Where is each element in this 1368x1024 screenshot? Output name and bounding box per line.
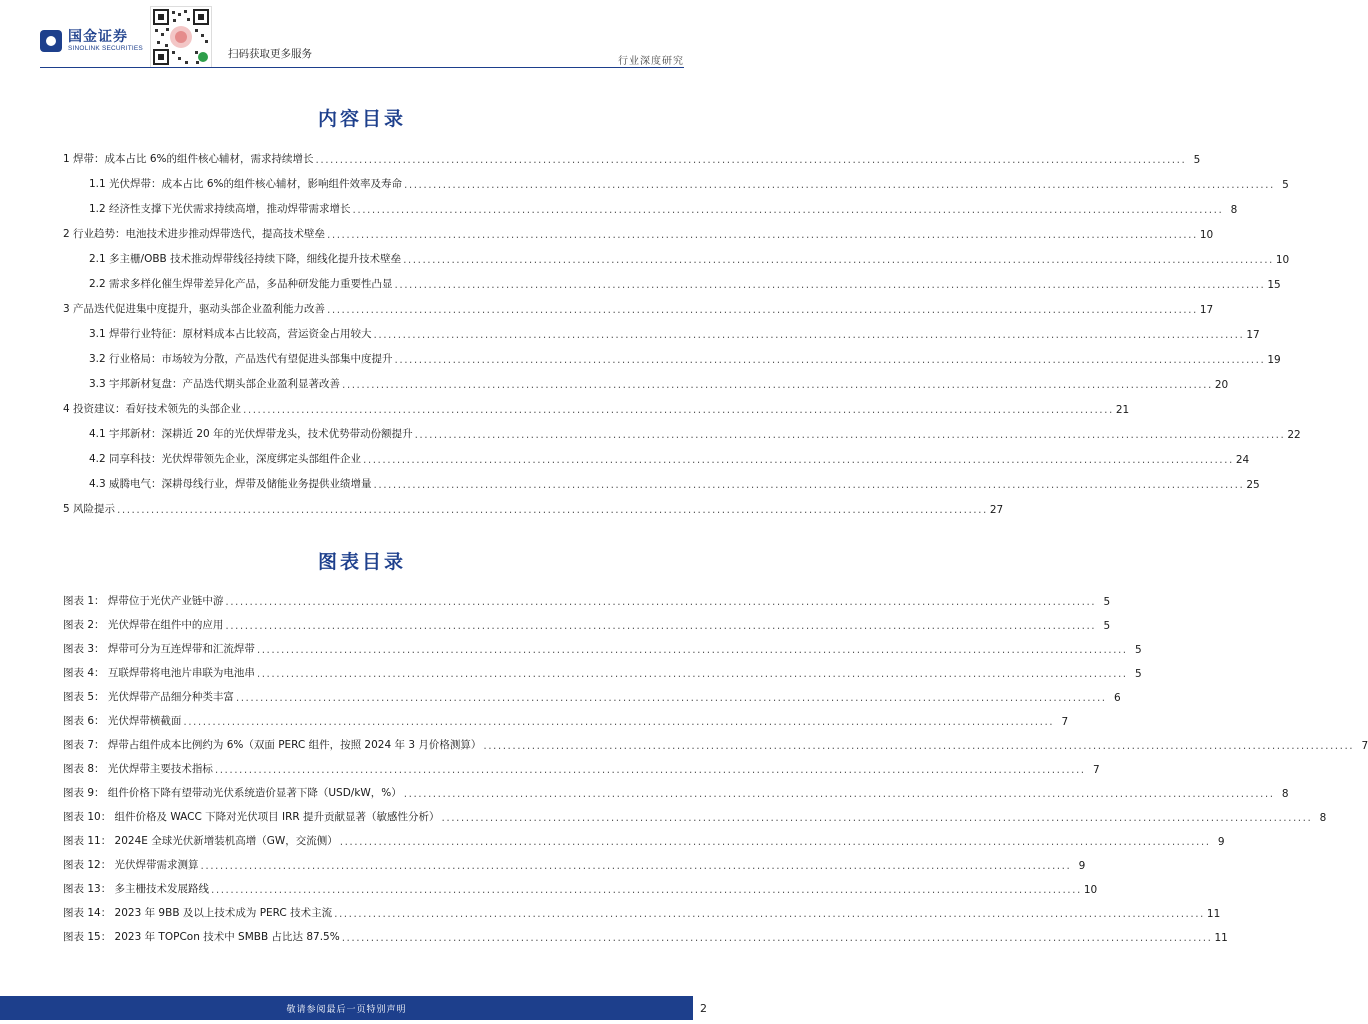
figure-entry[interactable] xyxy=(63,614,1111,632)
footer-disclaimer: 敬请参阅最后一页特别声明 xyxy=(286,1005,407,1015)
contents-title: 内容目录 xyxy=(317,108,406,130)
toc-leader: .................................................................................................................................................................................... xyxy=(373,479,1245,491)
report-type: 行业深度研究 xyxy=(618,56,684,67)
figure-entry[interactable] xyxy=(63,902,1221,920)
toc-leader: .................................................................................................................................................................................... xyxy=(441,812,1313,824)
toc-entry[interactable] xyxy=(89,273,1281,291)
toc-entry-page: 20 xyxy=(1214,379,1229,391)
figure-entry[interactable] xyxy=(63,758,1100,776)
figure-entry[interactable] xyxy=(63,662,1142,680)
toc-entry-label: 4 投资建议：看好技术领先的头部企业 xyxy=(63,403,242,415)
toc-leader: .................................................................................................................................................................................... xyxy=(256,668,1128,680)
figure-entry-page: 6 xyxy=(1113,692,1121,704)
toc-leader: .................................................................................................................................................................................... xyxy=(414,429,1286,441)
toc-leader: .................................................................................................................................................................................... xyxy=(334,908,1205,920)
toc-entry-page: 22 xyxy=(1287,429,1301,441)
toc-entry-label: 1 焊带：成本占比 6%的组件核心辅材，需求持续增长 xyxy=(63,153,314,165)
toc-entry-label: 4.1 宇邦新材：深耕近 20 年的光伏焊带龙头，技术优势带动份额提升 xyxy=(89,428,413,440)
toc-leader: .................................................................................................................................................................................... xyxy=(342,379,1213,391)
toc-entry[interactable] xyxy=(89,473,1260,491)
figure-entry-label: 图表 2： 光伏焊带在组件中的应用 xyxy=(63,619,224,631)
logo-english-name: SINOLINK SECURITIES xyxy=(68,45,143,52)
toc-entry-label: 4.3 威腾电气：深耕母线行业，焊带及储能业务提供业绩增量 xyxy=(89,478,372,490)
qr-caption: 扫码获取更多服务 xyxy=(228,48,312,60)
toc-entry-page: 19 xyxy=(1267,354,1281,366)
figure-entry-label: 图表 6： 光伏焊带横截面 xyxy=(63,715,182,727)
toc-entry[interactable] xyxy=(89,373,1229,391)
figure-entry-page: 5 xyxy=(1103,620,1111,632)
figure-entry[interactable] xyxy=(63,854,1086,872)
qr-code-icon xyxy=(150,6,212,68)
toc-entry[interactable] xyxy=(63,223,1214,241)
toc-leader: .................................................................................................................................................................................... xyxy=(483,740,1355,752)
toc-leader: .................................................................................................................................................................................... xyxy=(225,596,1097,608)
toc-leader: .................................................................................................................................................................................... xyxy=(403,254,1274,266)
figure-entry-label: 图表 8： 光伏焊带主要技术指标 xyxy=(63,763,213,775)
toc-entry[interactable] xyxy=(89,423,1301,441)
page-number: 2 xyxy=(700,1002,707,1015)
toc-leader: .................................................................................................................................................................................... xyxy=(315,154,1187,166)
page-footer xyxy=(0,992,724,1024)
figure-entry[interactable] xyxy=(63,686,1121,704)
figure-entry-page: 7 xyxy=(1361,740,1368,752)
toc-entry[interactable] xyxy=(63,148,1201,166)
figure-entry-page: 5 xyxy=(1134,668,1142,680)
toc-leader: .................................................................................................................................................................................... xyxy=(341,932,1213,944)
toc-entry-page: 17 xyxy=(1199,304,1214,316)
toc-leader: .................................................................................................................................................................................... xyxy=(225,620,1097,632)
figure-entry-label: 图表 15： 2023 年 TOPCon 技术中 SMBB 占比达 87.5% xyxy=(63,931,340,943)
figure-entry-label: 图表 4： 互联焊带将电池片串联为电池串 xyxy=(63,667,255,679)
figure-entry-label: 图表 1： 焊带位于光伏产业链中游 xyxy=(63,595,224,607)
sinolink-logo xyxy=(40,28,143,53)
toc-leader: .................................................................................................................................................................................... xyxy=(394,279,1266,291)
toc-leader: .................................................................................................................................................................................... xyxy=(327,229,1198,241)
figure-entry[interactable] xyxy=(63,590,1111,608)
figures-title: 图表目录 xyxy=(317,551,406,573)
figure-entry[interactable] xyxy=(63,926,1228,944)
toc-entry-page: 15 xyxy=(1267,279,1281,291)
figure-entry-label: 图表 7： 焊带占组件成本比例约为 6%（双面 PERC 组件，按照 2024 年 3 月价格测算） xyxy=(63,739,482,751)
toc-entry-page: 21 xyxy=(1115,404,1130,416)
figure-entry-label: 图表 14： 2023 年 9BB 及以上技术成为 PERC 技术主流 xyxy=(63,907,333,919)
toc-entry[interactable] xyxy=(89,323,1260,341)
toc-entry-page: 17 xyxy=(1246,329,1260,341)
header-divider xyxy=(40,67,684,68)
toc-entry[interactable] xyxy=(63,498,1004,516)
toc-entry-label: 1.1 光伏焊带：成本占比 6%的组件核心辅材，影响组件效率及寿命 xyxy=(89,178,403,190)
toc-entry[interactable] xyxy=(63,298,1214,316)
toc-entry-page: 10 xyxy=(1199,229,1214,241)
figure-entry-page: 11 xyxy=(1206,908,1221,920)
toc-entry-page: 25 xyxy=(1246,479,1260,491)
figure-entry-page: 7 xyxy=(1061,716,1069,728)
toc-entry[interactable] xyxy=(89,348,1281,366)
toc-entry-label: 4.2 同享科技：光伏焊带领先企业，深度绑定头部组件企业 xyxy=(89,453,362,465)
figure-entry-page: 7 xyxy=(1092,764,1100,776)
sinolink-logo-icon xyxy=(40,30,62,52)
figure-entry-page: 5 xyxy=(1134,644,1142,656)
figure-entry[interactable] xyxy=(63,806,1327,824)
toc-entry-label: 3.2 行业格局：市场较为分散，产品迭代有望促进头部集中度提升 xyxy=(89,353,393,365)
figure-entry-page: 10 xyxy=(1083,884,1098,896)
toc-entry[interactable] xyxy=(89,448,1250,466)
figure-entry[interactable] xyxy=(63,782,1289,800)
toc-entry[interactable] xyxy=(89,173,1289,191)
toc-leader: .................................................................................................................................................................................... xyxy=(211,884,1082,896)
toc-leader: .................................................................................................................................................................................... xyxy=(363,454,1234,466)
toc-entry-label: 2.2 需求多样化催生焊带差异化产品，多品种研发能力重要性凸显 xyxy=(89,278,393,290)
figure-entry-label: 图表 12： 光伏焊带需求测算 xyxy=(63,859,199,871)
toc-entry[interactable] xyxy=(89,198,1238,216)
figure-entry-page: 9 xyxy=(1078,860,1086,872)
figure-entry-label: 图表 9： 组件价格下降有望带动光伏系统造价显著下降（USD/kW，%） xyxy=(63,787,402,799)
figure-entry-page: 8 xyxy=(1319,812,1327,824)
toc-entry-label: 3.3 宇邦新材复盘：产品迭代期头部企业盈利显著改善 xyxy=(89,378,341,390)
toc-leader: .................................................................................................................................................................................... xyxy=(117,504,988,516)
logo-chinese-name: 国金证券 xyxy=(68,28,128,44)
toc-entry-page: 27 xyxy=(989,504,1004,516)
toc-leader: .................................................................................................................................................................................... xyxy=(243,404,1114,416)
toc-leader: .................................................................................................................................................................................... xyxy=(339,836,1211,848)
figure-entry-page: 8 xyxy=(1281,788,1289,800)
figure-entry[interactable] xyxy=(63,830,1225,848)
figure-entry-page: 9 xyxy=(1217,836,1225,848)
toc-leader: .................................................................................................................................................................................... xyxy=(200,860,1072,872)
toc-entry-page: 24 xyxy=(1235,454,1250,466)
figure-entry-label: 图表 3： 焊带可分为互连焊带和汇流焊带 xyxy=(63,643,255,655)
toc-entry-page: 10 xyxy=(1275,254,1290,266)
toc-entry-page: 8 xyxy=(1230,204,1238,216)
toc-leader: .................................................................................................................................................................................... xyxy=(235,692,1107,704)
toc-entry-label: 2 行业趋势：电池技术进步推动焊带迭代，提高技术壁垒 xyxy=(63,228,326,240)
toc-leader: .................................................................................................................................................................................... xyxy=(327,304,1198,316)
figure-entry-label: 图表 13： 多主栅技术发展路线 xyxy=(63,883,210,895)
toc-entry-label: 3 产品迭代促进集中度提升，驱动头部企业盈利能力改善 xyxy=(63,303,326,315)
figure-entry-page: 11 xyxy=(1214,932,1228,944)
toc-leader: .................................................................................................................................................................................... xyxy=(394,354,1266,366)
toc-entry-label: 5 风险提示 xyxy=(63,503,116,515)
toc-entry[interactable] xyxy=(63,398,1130,416)
toc-leader: .................................................................................................................................................................................... xyxy=(404,179,1275,191)
figure-entry-page: 5 xyxy=(1103,596,1111,608)
toc-entry-page: 5 xyxy=(1193,154,1201,166)
figure-entry[interactable] xyxy=(63,710,1069,728)
toc-leader: .................................................................................................................................................................................... xyxy=(403,788,1275,800)
toc-entry-label: 3.1 焊带行业特征：原材料成本占比较高，营运资金占用较大 xyxy=(89,328,372,340)
figure-entry[interactable] xyxy=(63,638,1142,656)
toc-leader: .................................................................................................................................................................................... xyxy=(183,716,1055,728)
toc-leader: .................................................................................................................................................................................... xyxy=(214,764,1086,776)
toc-entry-label: 2.1 多主栅/OBB 技术推动焊带线径持续下降，细线化提升技术壁垒 xyxy=(89,253,402,265)
toc-leader: .................................................................................................................................................................................... xyxy=(352,204,1224,216)
figure-entry-label: 图表 5： 光伏焊带产品细分种类丰富 xyxy=(63,691,234,703)
page-header xyxy=(0,0,724,70)
toc-entry-page: 5 xyxy=(1282,179,1289,191)
figure-entry[interactable] xyxy=(63,734,1368,752)
toc-entry-label: 1.2 经济性支撑下光伏需求持续高增，推动焊带需求增长 xyxy=(89,203,351,215)
figure-entry-label: 图表 10： 组件价格及 WACC 下降对光伏项目 IRR 提升贡献显著（敏感性分析） xyxy=(63,811,440,823)
toc-entry[interactable] xyxy=(89,248,1290,266)
figure-entry-label: 图表 11： 2024E 全球光伏新增装机高增（GW，交流侧） xyxy=(63,835,338,847)
toc-leader: .................................................................................................................................................................................... xyxy=(373,329,1245,341)
figure-entry[interactable] xyxy=(63,878,1098,896)
toc-leader: .................................................................................................................................................................................... xyxy=(256,644,1128,656)
